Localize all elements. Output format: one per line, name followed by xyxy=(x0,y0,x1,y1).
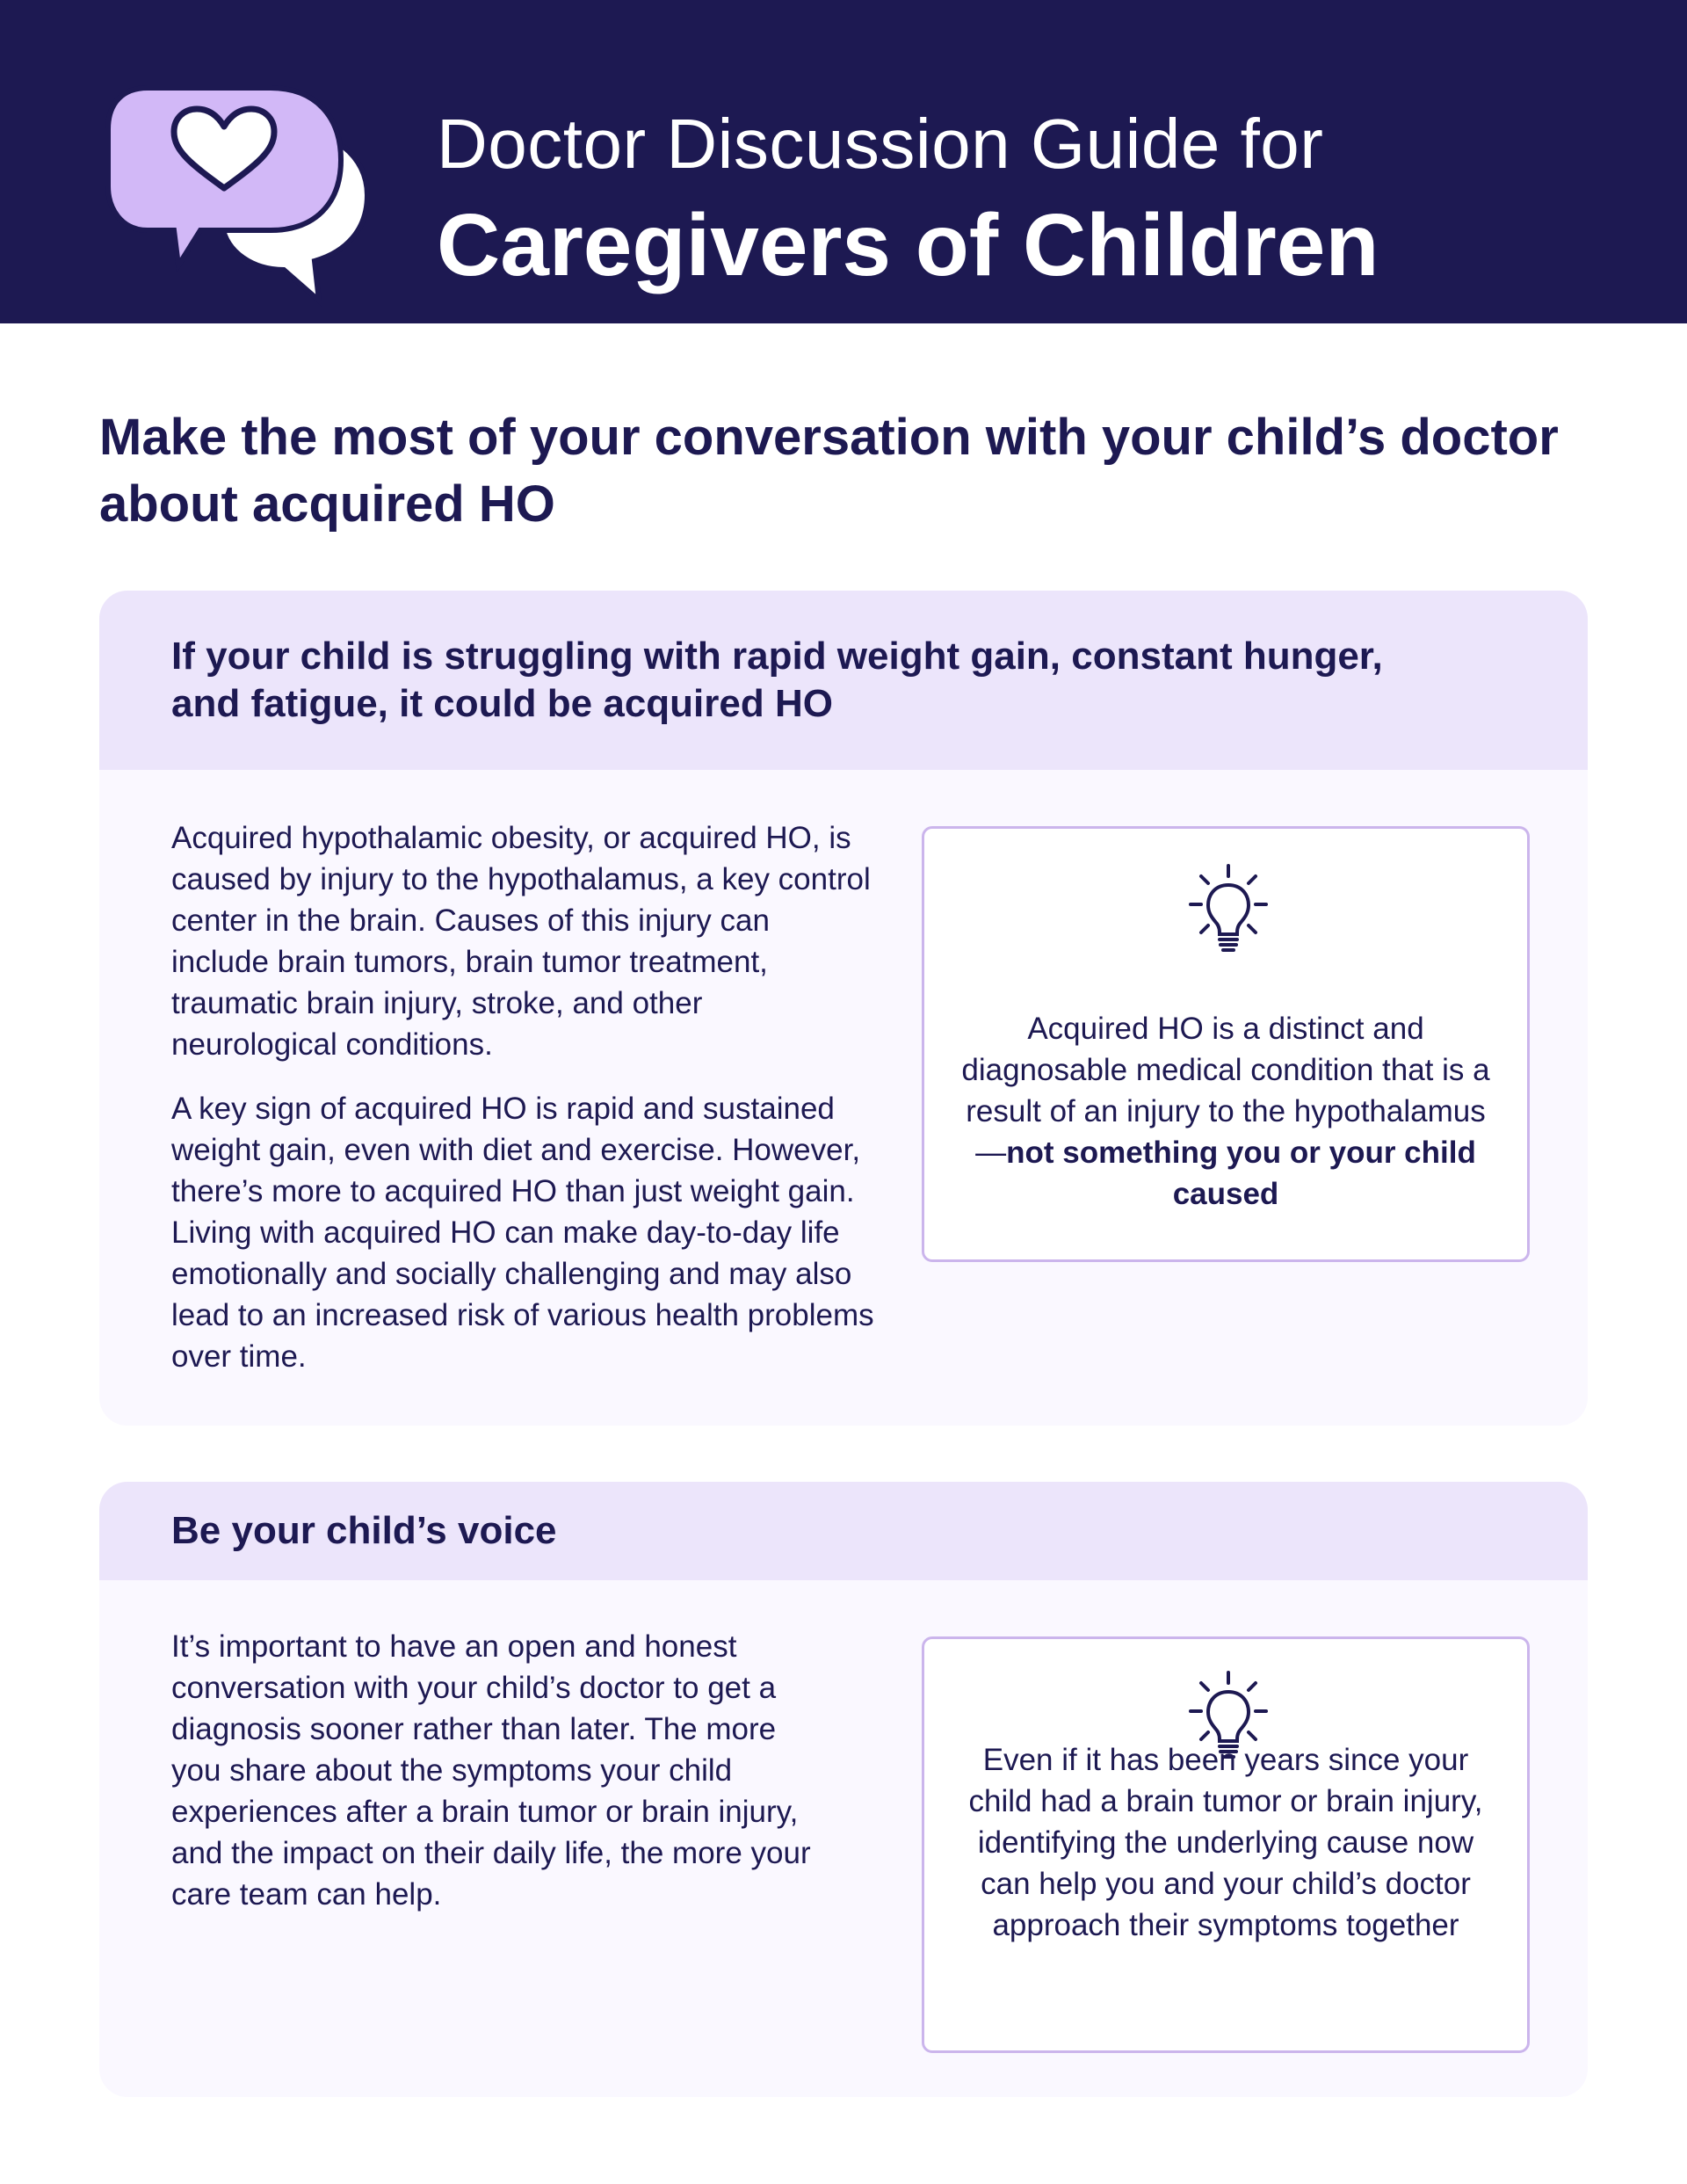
callout-text xyxy=(959,1008,1492,1215)
lightbulb-icon xyxy=(1189,864,1268,961)
callout-text-regular: Acquired HO is a distinct and diagnosable medical condition that is a result of an injury to the hypothalamus— xyxy=(961,1012,1490,1170)
speech-bubble-heart-icon xyxy=(104,81,376,309)
section-card-header xyxy=(99,1482,1588,1580)
section-heading: If your child is struggling with rapid weight gain, constant hunger, and fatigue, it could be acquired HO xyxy=(171,635,1383,725)
intro-heading: Make the most of your conversation with your child’s doctor about acquired HO xyxy=(99,409,1559,533)
body-paragraph: A key sign of acquired HO is rapid and sustained weight gain, even with diet and exercise. However, there’s more to acquired HO than just weight gain. Living with acquired HO can make day-to-day life emotionally and socially challenging and may also lead to an increased risk of various health problems over time. xyxy=(171,1092,874,1374)
callout-box xyxy=(922,826,1530,1262)
callout-text: Even if it has been years since your child had a brain tumor or brain injury, identifying the underlying cause now can help you and your child’s doctor approach their symptoms together xyxy=(968,1743,1483,1942)
page-header xyxy=(0,0,1687,323)
section-body xyxy=(171,817,874,1400)
callout-text-bold: not something you or your child caused xyxy=(1006,1136,1476,1211)
header-title-line1: Doctor Discussion Guide for xyxy=(437,105,1324,183)
body-paragraph: Acquired hypothalamic obesity, or acquired HO, is caused by injury to the hypothalamus, a key control center in the brain. Causes of this injury can include brain tumors, brain tumor treatment, traumatic brain injury, stroke, and other neurological conditions. xyxy=(171,821,871,1062)
section-heading: Be your child’s voice xyxy=(171,1509,557,1552)
callout-box xyxy=(922,1636,1530,2053)
header-title-line2: Caregivers of Children xyxy=(437,196,1379,294)
section-body xyxy=(171,1626,813,1938)
section-card-symptoms xyxy=(99,591,1588,1426)
section-card-header xyxy=(99,591,1588,770)
body-paragraph: It’s important to have an open and honest conversation with your child’s doctor to get a diagnosis sooner rather than later. The more you share about the symptoms your child experiences after a brain tumor or brain injury, and the impact on their daily life, the more your care team can help. xyxy=(171,1629,811,1912)
section-card-voice xyxy=(99,1482,1588,2097)
